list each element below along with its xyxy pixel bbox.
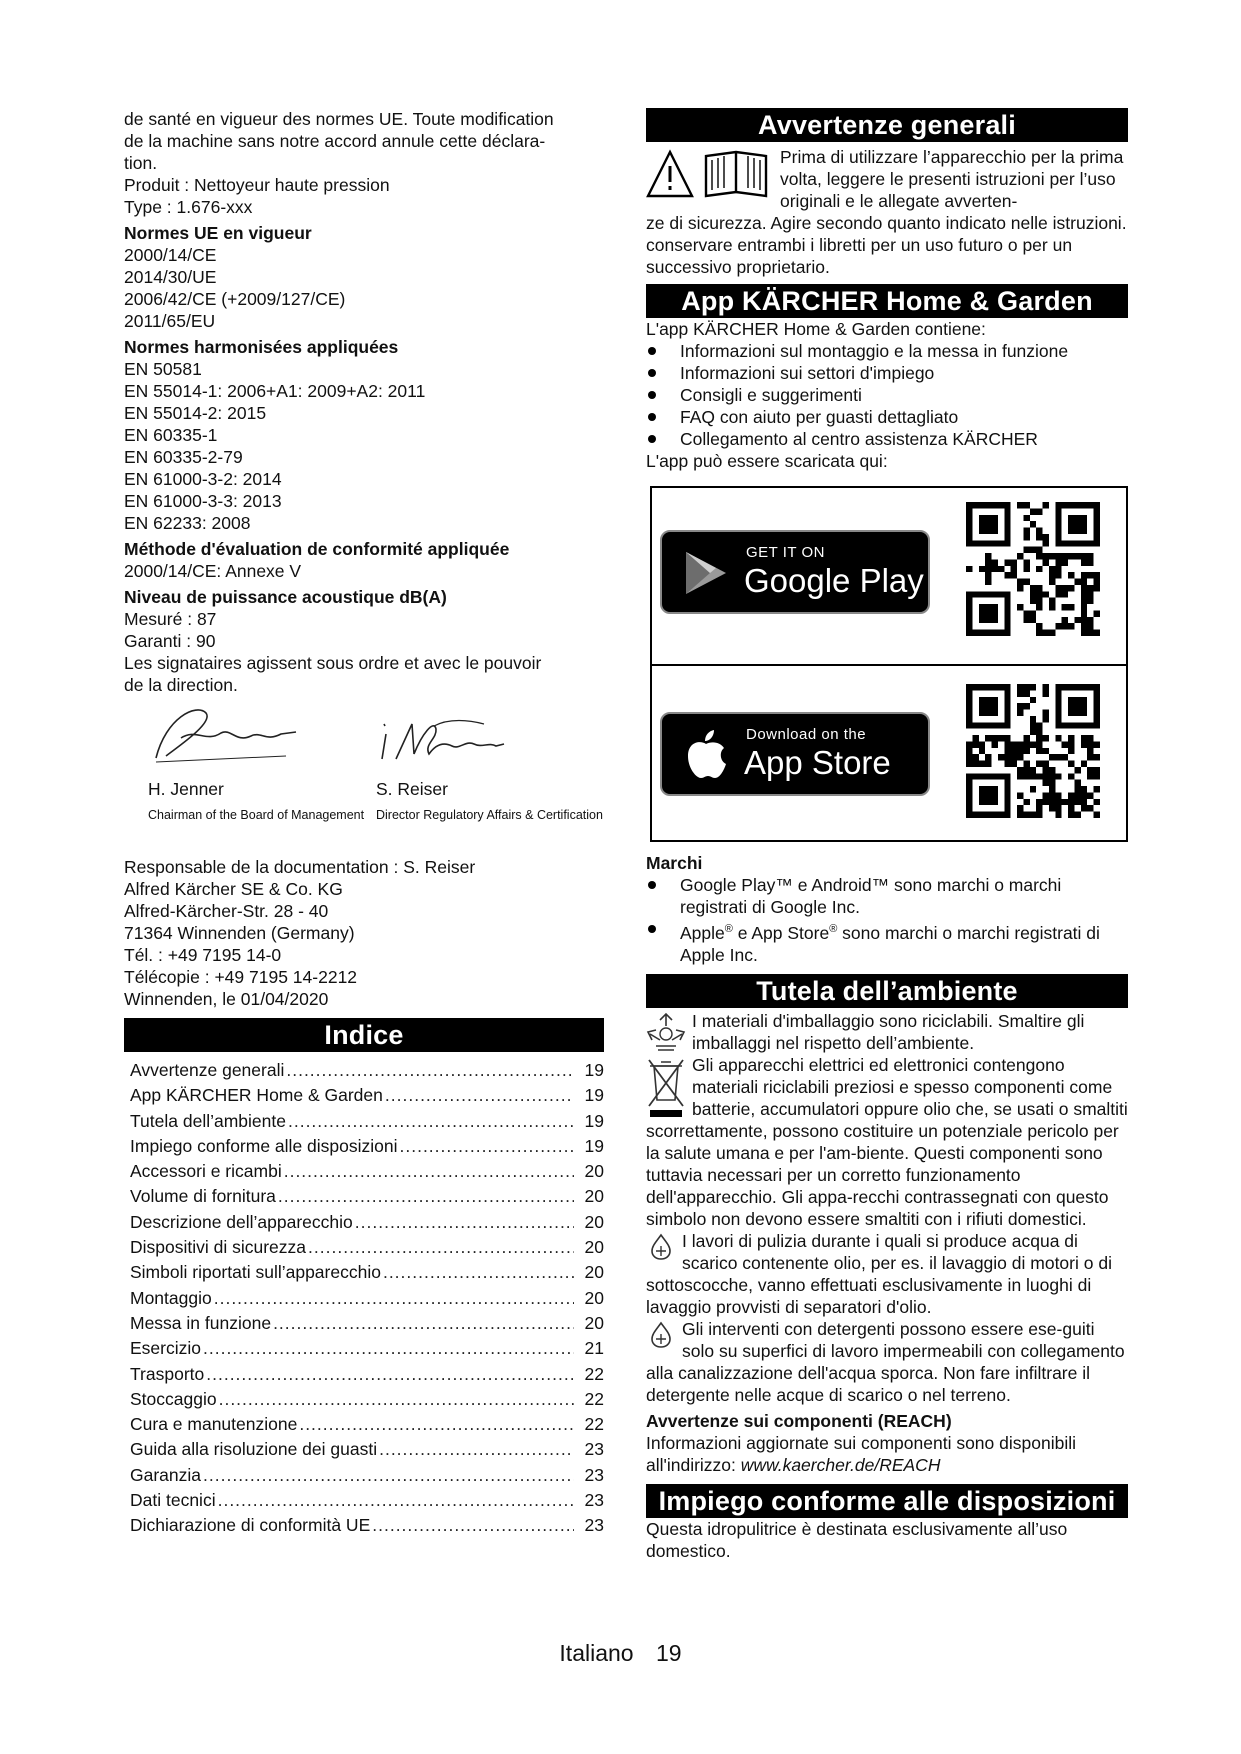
toc-title: Avvertenze generali (130, 1060, 285, 1080)
toc-entry[interactable] (130, 1184, 604, 1209)
toc-page-number: 23 (584, 1515, 604, 1536)
intro-line: de santé en vigueur des normes UE. Toute modification (124, 109, 554, 129)
toc-page-number: 22 (584, 1388, 604, 1409)
toc-leader-dots (385, 1083, 574, 1108)
page-footer (0, 1640, 1241, 1667)
app-store-big-text: App Store (744, 744, 891, 781)
toc-title: App KÄRCHER Home & Garden (130, 1085, 383, 1106)
toc-title: Trasporto (130, 1363, 205, 1384)
toc-title: Volume di fornitura (130, 1186, 276, 1207)
toc-page-number: 20 (584, 1161, 604, 1182)
signer-role: Chairman of the Board of Management (148, 808, 365, 822)
marchi-heading: Marchi (646, 853, 703, 873)
app-heading: App KÄRCHER Home & Garden (646, 284, 1128, 318)
contact-line: 71364 Winnenden (Germany) (124, 923, 355, 943)
right-column (646, 108, 1128, 1562)
norm-item: EN 60335-1 (124, 425, 218, 445)
list-item: FAQ con aiuto per guasti dettagliato (646, 406, 1128, 428)
toc-entry[interactable] (130, 1437, 604, 1462)
toc-entry[interactable] (130, 1286, 604, 1311)
toc-leader-dots (278, 1184, 574, 1209)
signer-name: S. Reiser (376, 779, 448, 799)
toc-title: Montaggio (130, 1287, 212, 1308)
app-store-badge[interactable] (660, 712, 930, 796)
norm-item: EN 50581 (124, 359, 202, 379)
tutela-text: Gli apparecchi elettrici ed elettronici contengono materiali riciclabili preziosi e spesso componenti come batterie, accumulatori oppure olio che, se usati o smaltiti scorrettamente, possono costituire un potenziale pericolo per la salute umana e per l'am-biente. Questi componenti sono tuttavia necessari per un corretto funzionamento dell'apparecchio. Gli appa-recchi contrassegnati con questo simbolo non devono essere smaltiti con i rifiuti domestici. (646, 1054, 1128, 1229)
reach-paragraph (646, 1432, 1128, 1476)
norm-item: 2006/42/CE (+2009/127/CE) (124, 289, 346, 309)
avvertenze-section (646, 146, 1128, 278)
toc-page-number: 20 (584, 1237, 604, 1258)
google-play-icon (684, 550, 728, 596)
appstore-text: e App Store (732, 922, 830, 943)
toc-leader-dots (400, 1134, 575, 1159)
niveau-line: de la direction. (124, 675, 238, 695)
google-play-small-text: GET IT ON (746, 544, 825, 561)
marchi-list (646, 874, 1128, 966)
toc-leader-dots (355, 1210, 574, 1235)
toc-leader-dots (273, 1311, 574, 1336)
norm-item: EN 61000-3-3: 2013 (124, 491, 282, 511)
toc-entry[interactable] (130, 1336, 604, 1361)
indice-heading: Indice (124, 1018, 604, 1052)
toc-leader-dots (219, 1387, 574, 1412)
toc-leader-dots (299, 1412, 574, 1437)
footer-language: Italiano (559, 1640, 634, 1666)
toc-page-number: 20 (584, 1262, 604, 1283)
toc-leader-dots (383, 1260, 574, 1285)
avvertenze-text: Prima di utilizzare l’apparecchio per la prima volta, leggere le presenti istruzioni per l’uso originali e le allegate avverten- (780, 147, 1124, 211)
toc-title: Garanzia (130, 1464, 202, 1485)
toc-entry[interactable] (130, 1513, 604, 1538)
toc-entry[interactable] (130, 1210, 604, 1235)
left-column (124, 108, 604, 1539)
impiego-heading: Impiego conforme alle disposizioni (646, 1484, 1128, 1518)
norm-item: EN 55014-1: 2006+A1: 2009+A2: 2011 (124, 381, 426, 401)
toc-entry[interactable] (130, 1488, 604, 1513)
norm-item: 2014/30/UE (124, 267, 217, 287)
norm-item: EN 62233: 2008 (124, 513, 251, 533)
contact-line: Responsable de la documentation : S. Reiser (124, 857, 476, 877)
toc-leader-dots (372, 1513, 574, 1538)
toc-title: Descrizione dell’apparecchio (130, 1211, 353, 1232)
toc-title: Dichiarazione di conformità UE (130, 1515, 371, 1536)
list-item (646, 918, 1128, 966)
toc-page-number: 20 (584, 1186, 604, 1207)
norm-item: EN 55014-2: 2015 (124, 403, 267, 423)
niveau-line: Garanti : 90 (124, 631, 216, 651)
toc-title: Accessori e ricambi (130, 1161, 282, 1182)
signature-area (124, 696, 604, 856)
toc-leader-dots (288, 1109, 574, 1134)
toc-leader-dots (379, 1437, 574, 1462)
tutela-text: Gli interventi con detergenti possono essere ese-guiti solo su superfici di lavoro impermeabili con collegamento alla canalizzazione dell'acqua sporca. Non fare infiltrare il detergente nelle acque di scarico o nel terreno. (646, 1318, 1125, 1405)
environment-oil-icon (646, 1232, 676, 1262)
tutela-text: I materiali d'imballaggio sono riciclabili. Smaltire gli imballaggi nel rispetto dell’ambiente. (692, 1010, 1085, 1053)
toc-page-number: 23 (584, 1490, 604, 1511)
contact-line: Winnenden, le 01/04/2020 (124, 989, 329, 1009)
toc-page-number: 20 (584, 1211, 604, 1232)
methode-heading: Méthode d'évaluation de conformité appliquée (124, 539, 510, 559)
toc-page-number: 19 (584, 1085, 604, 1106)
table-of-contents (124, 1058, 604, 1539)
toc-leader-dots (284, 1159, 574, 1184)
toc-entry[interactable] (130, 1412, 604, 1437)
intro-line: Type : 1.676-xxx (124, 197, 253, 217)
reach-text: Informazioni aggiornate sui componenti sono disponibili all'indirizzo: (646, 1432, 1076, 1475)
qr-code-app-store[interactable] (966, 684, 1100, 818)
avvertenze-text: ze di sicurezza. Agire secondo quanto indicato nelle istruzioni. (646, 213, 1127, 233)
toc-title: Esercizio (130, 1338, 201, 1359)
toc-entry[interactable] (130, 1387, 604, 1412)
signature-jenner (136, 698, 306, 768)
norm-item: EN 61000-3-2: 2014 (124, 469, 282, 489)
norm-item: 2000/14/CE (124, 245, 217, 265)
app-features-list (646, 340, 1128, 450)
toc-page-number: 23 (584, 1464, 604, 1485)
toc-entry[interactable] (130, 1362, 604, 1387)
avvertenze-text: conservare entrambi i libretti per un uso futuro o per un successivo proprietario. (646, 235, 1073, 277)
toc-leader-dots (214, 1286, 574, 1311)
toc-title: Stoccaggio (130, 1388, 217, 1409)
toc-entry[interactable] (130, 1260, 604, 1285)
app-intro: L'app KÄRCHER Home & Garden contiene: (646, 319, 986, 339)
toc-page-number: 22 (584, 1363, 604, 1384)
app-store-small-text: Download on the (746, 726, 867, 743)
toc-leader-dots (308, 1235, 574, 1260)
avvertenze-heading: Avvertenze generali (646, 108, 1128, 142)
apple-icon (684, 728, 728, 780)
toc-leader-dots (203, 1336, 574, 1361)
environment-detergent-icon (646, 1320, 676, 1350)
recycling-icon (646, 1012, 686, 1052)
toc-page-number: 19 (584, 1110, 604, 1131)
toc-leader-dots (203, 1463, 574, 1488)
toc-entry[interactable] (130, 1109, 604, 1134)
footer-page-number: 19 (655, 1640, 682, 1666)
intro-line: de la machine sans notre accord annule cette déclara- (124, 131, 546, 151)
list-item: Google Play™ e Android™ sono marchi o marchi registrati di Google Inc. (646, 874, 1128, 918)
normes-ue-heading: Normes UE en vigueur (124, 223, 312, 243)
toc-entry[interactable] (130, 1235, 604, 1260)
toc-title: Tutela dell’ambiente (130, 1110, 286, 1131)
registered-mark: ® (724, 923, 733, 935)
google-play-big-text: Google Play (744, 562, 924, 599)
tutela-text: I lavori di pulizia durante i quali si produce acqua di scarico contenente olio, per es. il lavaggio di motori o di sottoscocche, vanno effettuati esclusivamente in luoghi di lavaggio provvisti di separatori d'olio. (646, 1230, 1112, 1317)
signer-role: Director Regulatory Affairs & Certification (376, 808, 603, 822)
norm-item: EN 60335-2-79 (124, 447, 243, 467)
apple-trademark-text: sono marchi o marchi registrati di Apple Inc. (680, 922, 1100, 965)
toc-page-number: 21 (584, 1338, 604, 1359)
apple-text: Apple (680, 922, 725, 943)
niveau-line: Les signataires agissent sous ordre et avec le pouvoir (124, 653, 542, 673)
contact-line: Alfred Kärcher SE & Co. KG (124, 879, 343, 899)
toc-title: Dati tecnici (130, 1490, 216, 1511)
signer-jenner (148, 778, 364, 826)
toc-leader-dots (286, 1058, 574, 1083)
niveau-heading: Niveau de puissance acoustique dB(A) (124, 587, 447, 607)
toc-entry[interactable] (130, 1463, 604, 1488)
list-item: Collegamento al centro assistenza KÄRCHER (646, 428, 1128, 450)
qr-code-google-play[interactable] (966, 502, 1100, 636)
methode-value: 2000/14/CE: Annexe V (124, 561, 302, 581)
reach-heading: Avvertenze sui componenti (REACH) (646, 1410, 952, 1431)
toc-title: Impiego conforme alle disposizioni (130, 1135, 398, 1156)
toc-title: Guida alla risoluzione dei guasti (130, 1439, 378, 1460)
contact-line: Tél. : +49 7195 14-0 (124, 945, 282, 965)
toc-page-number: 19 (584, 1135, 604, 1156)
signature-reiser (374, 704, 514, 766)
toc-leader-dots (206, 1362, 574, 1387)
toc-page-number: 20 (584, 1312, 604, 1333)
signer-name: H. Jenner (148, 779, 224, 799)
toc-leader-dots (218, 1488, 574, 1513)
signer-reiser (376, 778, 603, 826)
toc-entry[interactable] (130, 1134, 604, 1159)
google-play-badge[interactable] (660, 530, 930, 614)
contact-line: Télécopie : +49 7195 14-2212 (124, 967, 358, 987)
app-download-text: L'app può essere scaricata qui: (646, 451, 888, 471)
app-store-box (650, 486, 1128, 842)
normes-harm-heading: Normes harmonisées appliquées (124, 337, 399, 357)
reach-link[interactable]: www.kaercher.de/REACH (740, 1454, 941, 1475)
toc-page-number: 22 (584, 1414, 604, 1435)
toc-page-number: 19 (584, 1060, 604, 1080)
warning-manual-icon (646, 148, 774, 202)
toc-entry[interactable] (130, 1159, 604, 1184)
intro-line: tion. (124, 153, 158, 173)
impiego-text: Questa idropulitrice è destinata esclusivamente all’uso domestico. (646, 1518, 1068, 1561)
toc-entry[interactable] (130, 1083, 604, 1108)
intro-line: Produit : Nettoyeur haute pression (124, 175, 390, 195)
niveau-line: Mesuré : 87 (124, 609, 217, 629)
toc-page-number: 20 (584, 1287, 604, 1308)
toc-title: Messa in funzione (130, 1312, 272, 1333)
toc-entry[interactable] (130, 1311, 604, 1336)
toc-title: Cura e manutenzione (130, 1414, 298, 1435)
list-item: Informazioni sui settori d'impiego (646, 362, 1128, 384)
toc-entry[interactable] (130, 1058, 604, 1083)
divider (652, 664, 1126, 666)
tutela-heading: Tutela dell’ambiente (646, 974, 1128, 1008)
list-item: Informazioni sul montaggio e la messa in funzione (646, 340, 1128, 362)
toc-page-number: 23 (584, 1439, 604, 1460)
registered-mark: ® (829, 923, 838, 935)
norm-item: 2011/65/EU (124, 311, 216, 331)
list-item: Consigli e suggerimenti (646, 384, 1128, 406)
contact-line: Alfred-Kärcher-Str. 28 - 40 (124, 901, 329, 921)
toc-title: Dispositivi di sicurezza (130, 1237, 307, 1258)
tutela-section (646, 1010, 1128, 1406)
toc-title: Simboli riportati sull’apparecchio (130, 1262, 381, 1283)
crossed-bin-icon (646, 1056, 686, 1120)
